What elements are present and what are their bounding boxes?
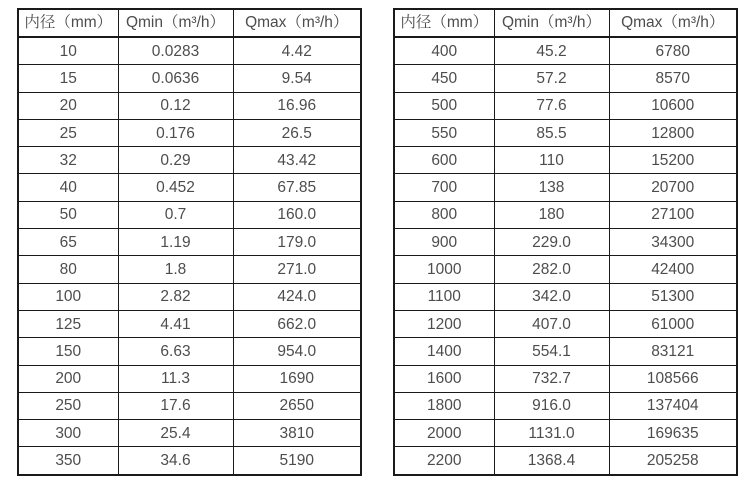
table-cell: 180 bbox=[494, 201, 609, 228]
table-row bbox=[18, 92, 361, 119]
table-cell: 2200 bbox=[394, 447, 494, 475]
table-cell: 1.19 bbox=[118, 229, 233, 256]
table-cell: 600 bbox=[394, 147, 494, 174]
table-row bbox=[18, 310, 361, 337]
table-cell: 900 bbox=[394, 229, 494, 256]
table-cell: 5190 bbox=[233, 447, 361, 475]
table-cell: 0.0636 bbox=[118, 65, 233, 92]
table-row bbox=[394, 147, 737, 174]
table-cell: 550 bbox=[394, 119, 494, 146]
table-cell: 20700 bbox=[609, 174, 737, 201]
table-cell: 125 bbox=[18, 310, 118, 337]
table-row bbox=[18, 392, 361, 419]
table-cell: 10 bbox=[18, 37, 118, 65]
table-cell: 0.12 bbox=[118, 92, 233, 119]
table-cell: 662.0 bbox=[233, 310, 361, 337]
table-cell: 43.42 bbox=[233, 147, 361, 174]
table-cell: 200 bbox=[18, 365, 118, 392]
table-row bbox=[18, 447, 361, 475]
table-cell: 20 bbox=[18, 92, 118, 119]
table-cell: 11.3 bbox=[118, 365, 233, 392]
table-cell: 1600 bbox=[394, 365, 494, 392]
table-row bbox=[394, 229, 737, 256]
table-row bbox=[18, 174, 361, 201]
table-cell: 1100 bbox=[394, 283, 494, 310]
table-row bbox=[18, 119, 361, 146]
table-cell: 40 bbox=[18, 174, 118, 201]
table-cell: 450 bbox=[394, 65, 494, 92]
header-row bbox=[18, 9, 361, 37]
table-cell: 400 bbox=[394, 37, 494, 65]
table-cell: 1200 bbox=[394, 310, 494, 337]
table-cell: 45.2 bbox=[494, 37, 609, 65]
table-row bbox=[394, 201, 737, 228]
table-row bbox=[394, 283, 737, 310]
table-cell: 108566 bbox=[609, 365, 737, 392]
table-row bbox=[394, 65, 737, 92]
column-header: Qmin（m³/h） bbox=[118, 9, 233, 37]
table-cell: 15 bbox=[18, 65, 118, 92]
table-cell: 229.0 bbox=[494, 229, 609, 256]
table-cell: 0.0283 bbox=[118, 37, 233, 65]
table-cell: 250 bbox=[18, 392, 118, 419]
table-cell: 4.42 bbox=[233, 37, 361, 65]
table-cell: 282.0 bbox=[494, 256, 609, 283]
column-header: 内径（mm） bbox=[18, 9, 118, 37]
table-cell: 15200 bbox=[609, 147, 737, 174]
table-cell: 32 bbox=[18, 147, 118, 174]
table-cell: 10600 bbox=[609, 92, 737, 119]
table-cell: 138 bbox=[494, 174, 609, 201]
table-cell: 1400 bbox=[394, 338, 494, 365]
table-row bbox=[18, 256, 361, 283]
table-cell: 100 bbox=[18, 283, 118, 310]
table-cell: 25 bbox=[18, 119, 118, 146]
table-row bbox=[394, 420, 737, 447]
table-row bbox=[394, 338, 737, 365]
table-cell: 179.0 bbox=[233, 229, 361, 256]
table-cell: 0.7 bbox=[118, 201, 233, 228]
table-row bbox=[18, 420, 361, 447]
table-cell: 800 bbox=[394, 201, 494, 228]
table-cell: 17.6 bbox=[118, 392, 233, 419]
table-cell: 1368.4 bbox=[494, 447, 609, 475]
table-cell: 137404 bbox=[609, 392, 737, 419]
table-cell: 554.1 bbox=[494, 338, 609, 365]
table-cell: 342.0 bbox=[494, 283, 609, 310]
table-cell: 407.0 bbox=[494, 310, 609, 337]
table-row bbox=[18, 201, 361, 228]
table-cell: 34.6 bbox=[118, 447, 233, 475]
table-cell: 732.7 bbox=[494, 365, 609, 392]
table-row bbox=[18, 283, 361, 310]
table-cell: 350 bbox=[18, 447, 118, 475]
table-cell: 169635 bbox=[609, 420, 737, 447]
table-cell: 25.4 bbox=[118, 420, 233, 447]
table-row bbox=[18, 37, 361, 65]
table-row bbox=[394, 365, 737, 392]
table-row bbox=[394, 392, 737, 419]
table-row bbox=[394, 310, 737, 337]
table-cell: 3810 bbox=[233, 420, 361, 447]
flow-spec-table-left bbox=[17, 8, 362, 476]
table-row bbox=[394, 119, 737, 146]
table-row bbox=[18, 365, 361, 392]
table-cell: 83121 bbox=[609, 338, 737, 365]
table-cell: 65 bbox=[18, 229, 118, 256]
table-cell: 1690 bbox=[233, 365, 361, 392]
table-cell: 1131.0 bbox=[494, 420, 609, 447]
table-row bbox=[18, 147, 361, 174]
table-cell: 424.0 bbox=[233, 283, 361, 310]
table-cell: 42400 bbox=[609, 256, 737, 283]
table-row bbox=[394, 256, 737, 283]
table-cell: 0.29 bbox=[118, 147, 233, 174]
table-cell: 954.0 bbox=[233, 338, 361, 365]
table-cell: 27100 bbox=[609, 201, 737, 228]
table-row bbox=[18, 229, 361, 256]
column-header: 内径（mm） bbox=[394, 9, 494, 37]
table-cell: 16.96 bbox=[233, 92, 361, 119]
table-row bbox=[18, 338, 361, 365]
table-cell: 6.63 bbox=[118, 338, 233, 365]
table-cell: 51300 bbox=[609, 283, 737, 310]
table-cell: 1.8 bbox=[118, 256, 233, 283]
column-header: Qmax（m³/h） bbox=[609, 9, 737, 37]
table-cell: 205258 bbox=[609, 447, 737, 475]
table-cell: 26.5 bbox=[233, 119, 361, 146]
table-row bbox=[394, 37, 737, 65]
table-cell: 77.6 bbox=[494, 92, 609, 119]
table-cell: 57.2 bbox=[494, 65, 609, 92]
table-cell: 80 bbox=[18, 256, 118, 283]
table-cell: 2650 bbox=[233, 392, 361, 419]
table-cell: 916.0 bbox=[494, 392, 609, 419]
table-cell: 0.176 bbox=[118, 119, 233, 146]
column-header: Qmax（m³/h） bbox=[233, 9, 361, 37]
table-cell: 9.54 bbox=[233, 65, 361, 92]
table-cell: 4.41 bbox=[118, 310, 233, 337]
table-cell: 50 bbox=[18, 201, 118, 228]
table-cell: 1000 bbox=[394, 256, 494, 283]
table-cell: 85.5 bbox=[494, 119, 609, 146]
table-cell: 61000 bbox=[609, 310, 737, 337]
table-cell: 500 bbox=[394, 92, 494, 119]
header-row bbox=[394, 9, 737, 37]
table-row bbox=[394, 174, 737, 201]
table-cell: 2.82 bbox=[118, 283, 233, 310]
table-cell: 700 bbox=[394, 174, 494, 201]
table-cell: 12800 bbox=[609, 119, 737, 146]
table-row bbox=[394, 92, 737, 119]
flow-spec-table-right bbox=[393, 8, 738, 476]
table-cell: 2000 bbox=[394, 420, 494, 447]
table-row bbox=[394, 447, 737, 475]
column-header: Qmin（m³/h） bbox=[494, 9, 609, 37]
table-cell: 6780 bbox=[609, 37, 737, 65]
table-cell: 271.0 bbox=[233, 256, 361, 283]
table-cell: 34300 bbox=[609, 229, 737, 256]
table-cell: 8570 bbox=[609, 65, 737, 92]
table-cell: 67.85 bbox=[233, 174, 361, 201]
table-cell: 160.0 bbox=[233, 201, 361, 228]
table-cell: 110 bbox=[494, 147, 609, 174]
table-cell: 0.452 bbox=[118, 174, 233, 201]
table-row bbox=[18, 65, 361, 92]
table-cell: 150 bbox=[18, 338, 118, 365]
table-cell: 1800 bbox=[394, 392, 494, 419]
table-cell: 300 bbox=[18, 420, 118, 447]
